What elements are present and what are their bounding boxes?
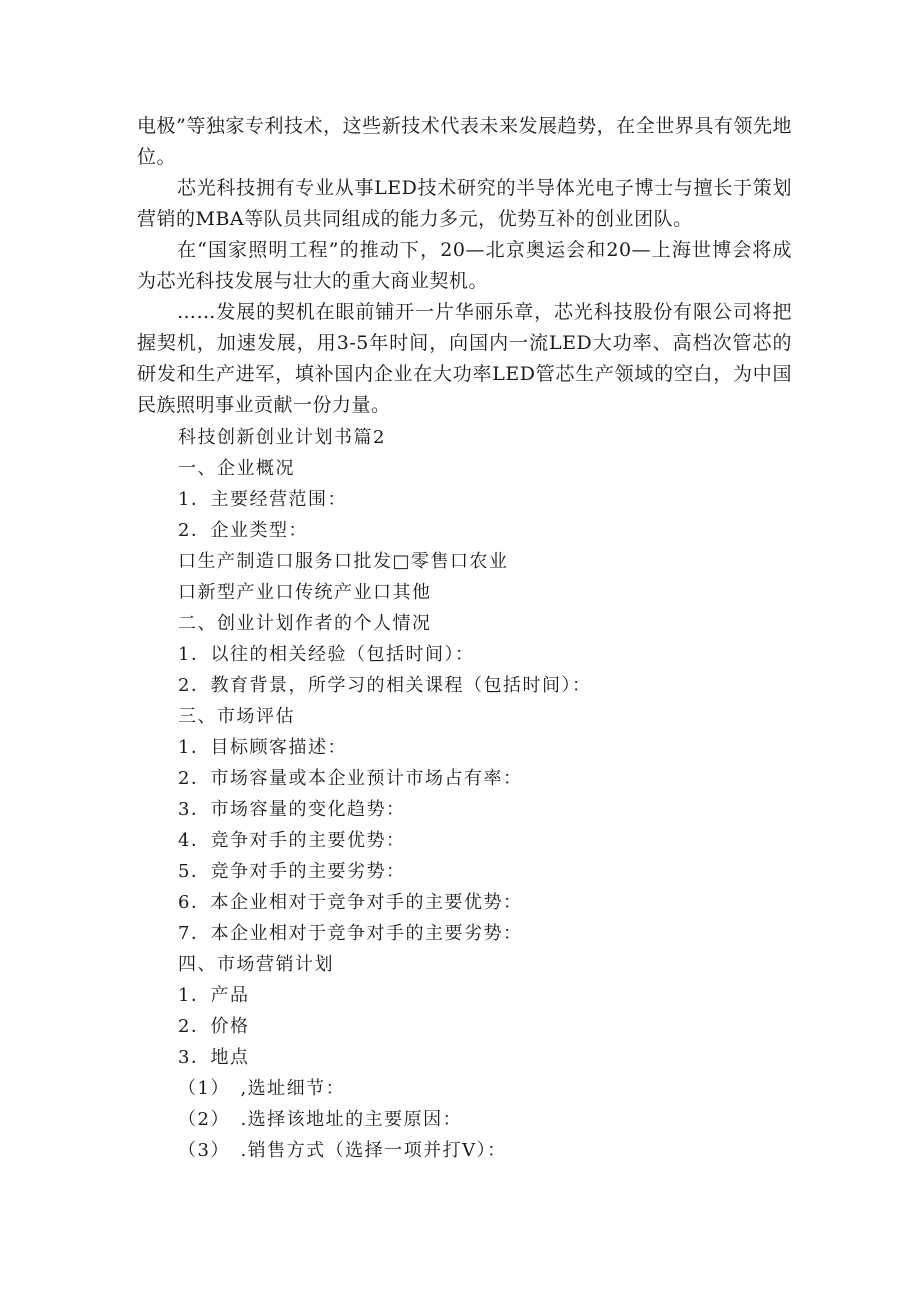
industry-type-options: 口新型产业口传统产业口其他 [178, 582, 432, 603]
outline-item: 2．教育背景，所学习的相关课程（包括时间）： [178, 675, 592, 696]
heading-author-info: 二、创业计划作者的个人情况 [178, 613, 432, 634]
outline-item: 2．企业类型： [178, 520, 308, 541]
heading-market-assessment: 三、市场评估 [178, 706, 295, 727]
outline-item: 4．竞争对手的主要优势： [178, 830, 406, 851]
outline-item: 3．市场容量的变化趋势： [178, 799, 406, 820]
section-title: 科技创新创业计划书篇2 [178, 427, 386, 448]
heading-marketing-plan: 四、市场营销计划 [178, 954, 334, 975]
outline-item: 5．竞争对手的主要劣势： [178, 861, 406, 882]
paragraph-opportunity: 在“国家照明工程”的推动下，20—北京奥运会和20—上海世博会将成为芯光科技发展与壮大的重大商业契机。 [137, 239, 792, 292]
outline-item: 1．目标顾客描述： [178, 737, 347, 758]
paragraph-team: 芯光科技拥有专业从事LED技术研究的半导体光电子博士与擅长于策划营销的MBA等队员共同组成的能力多元，优势互补的创业团队。 [137, 177, 792, 230]
outline-item: 3．地点 [178, 1047, 250, 1068]
outline-item: 1．主要经营范围： [178, 489, 347, 510]
company-type-options: 口生产制造口服务口批发□零售口农业 [178, 551, 509, 572]
paragraph-patent-tech: 电极”等独家专利技术，这些新技术代表未来发展趋势，在全世界具有领先地位。 [137, 115, 792, 168]
outline-item: 2．价格 [178, 1016, 250, 1037]
heading-company-overview: 一、企业概况 [178, 458, 295, 479]
outline-item: 6．本企业相对于竞争对手的主要优势： [178, 892, 523, 913]
outline-subitem: （1） ,选址细节： [178, 1078, 346, 1099]
outline-item: 7．本企业相对于竞争对手的主要劣势： [178, 923, 523, 944]
outline-item: 1．以往的相关经验（包括时间）： [178, 644, 475, 665]
outline-item: 1．产品 [178, 985, 250, 1006]
outline-item: 2．市场容量或本企业预计市场占有率： [178, 768, 523, 789]
outline-subitem: （2） .选择该地址的主要原因： [178, 1109, 463, 1130]
paragraph-development: ……发展的契机在眼前铺开一片华丽乐章，芯光科技股份有限公司将把握契机，加速发展，用3-5年时间，向国内一流LED大功率、高档次管芯的研发和生产进军，填补国内企业在大功率LED管芯生产领域的空白，为中国民族照明事业贡献一份力量。 [137, 301, 792, 416]
outline-subitem: （3） .销售方式（选择一项并打V）： [178, 1140, 507, 1161]
